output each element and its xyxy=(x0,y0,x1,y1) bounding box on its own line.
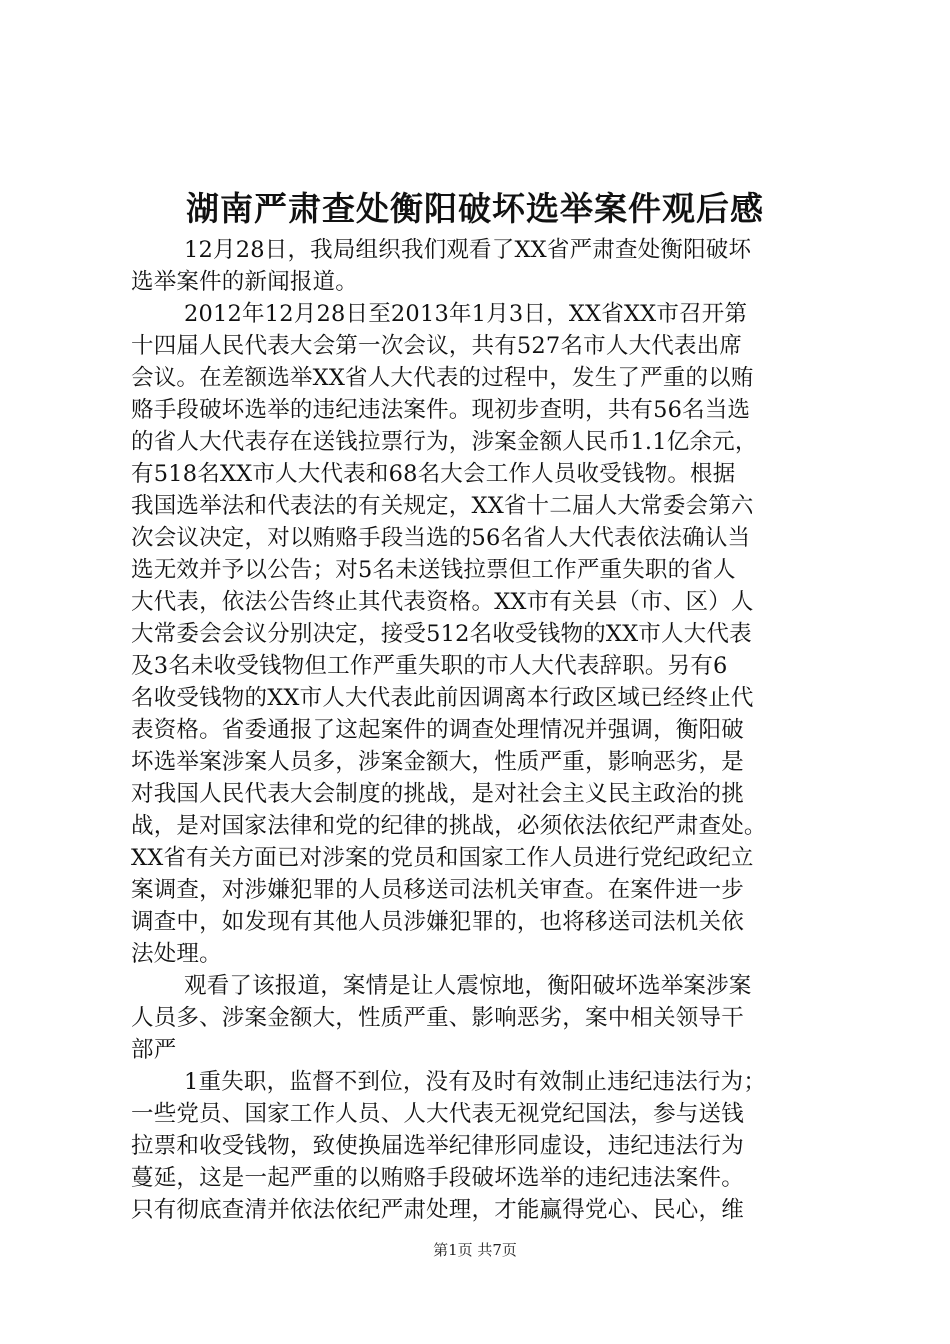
text-line: 拉票和收受钱物，致使换届选举纪律形同虚设，违纪违法行为 xyxy=(131,1133,744,1159)
text-line: 12月28日，我局组织我们观看了XX省严肃查处衡阳破坏 xyxy=(184,237,752,263)
text-line: 观看了该报道，案情是让人震惊地，衡阳破坏选举案涉案 xyxy=(184,973,752,999)
text-line: 十四届人民代表大会第一次会议，共有527名市人大代表出席 xyxy=(131,333,743,359)
text-line: 大常委会会议分别决定，接受512名收受钱物的XX市人大代表 xyxy=(131,621,752,647)
text-line: 坏选举案涉案人员多，涉案金额大，性质严重，影响恶劣，是 xyxy=(131,749,744,775)
document-body xyxy=(131,234,831,1226)
text-line: 一些党员、国家工作人员、人大代表无视党纪国法，参与送钱 xyxy=(131,1101,744,1127)
text-line: 1重失职，监督不到位，没有及时有效制止违纪违法行为； xyxy=(184,1069,767,1095)
text-line: 人员多、涉案金额大，性质严重、影响恶劣，案中相关领导干 xyxy=(131,1005,744,1031)
text-line: 法处理。 xyxy=(131,941,222,967)
text-line: 案调查，对涉嫌犯罪的人员移送司法机关审查。在案件进一步 xyxy=(131,877,744,903)
text-line: 部严 xyxy=(131,1037,177,1063)
document-title: 湖南严肃查处衡阳破坏选举案件观后感 xyxy=(186,189,764,228)
page-number-label: 第1页 共7页 xyxy=(433,1241,517,1259)
text-line: 赂手段破坏选举的违纪违法案件。现初步查明，共有56名当选 xyxy=(131,397,751,423)
text-line: 战，是对国家法律和党的纪律的挑战，必须依法依纪严肃查处。 xyxy=(131,813,767,839)
text-line: 我国选举法和代表法的有关规定，XX省十二届人大常委会第六 xyxy=(131,493,754,519)
text-line: 蔓延，这是一起严重的以贿赂手段破坏选举的违纪违法案件。 xyxy=(131,1165,744,1191)
text-line: 只有彻底查清并依法依纪严肃处理，才能赢得党心、民心，维 xyxy=(131,1197,744,1223)
text-line: XX省有关方面已对涉案的党员和国家工作人员进行党纪政纪立 xyxy=(131,845,754,871)
text-line: 有518名XX市人大代表和68名大会工作人员收受钱物。根据 xyxy=(131,461,736,487)
page-footer xyxy=(0,1238,950,1262)
text-line: 名收受钱物的XX市人大代表此前因调离本行政区域已经终止代 xyxy=(131,685,754,711)
text-line: 大代表，依法公告终止其代表资格。XX市有关县（市、区）人 xyxy=(131,589,754,615)
text-line: 选无效并予以公告；对5名未送钱拉票但工作严重失职的省人 xyxy=(131,557,736,583)
text-line: 调查中，如发现有其他人员涉嫌犯罪的，也将移送司法机关依 xyxy=(131,909,744,935)
text-line: 选举案件的新闻报道。 xyxy=(131,269,359,295)
text-line: 对我国人民代表大会制度的挑战，是对社会主义民主政治的挑 xyxy=(131,781,744,807)
text-line: 的省人大代表存在送钱拉票行为，涉案金额人民币1.1亿余元， xyxy=(131,429,758,455)
text-line: 及3名未收受钱物但工作严重失职的市人大代表辞职。另有6 xyxy=(131,653,728,679)
text-line: 次会议决定，对以贿赂手段当选的56名省人大代表依法确认当 xyxy=(131,525,751,551)
text-line: 会议。在差额选举XX省人大代表的过程中，发生了严重的以贿 xyxy=(131,365,754,391)
text-line: 表资格。省委通报了这起案件的调查处理情况并强调，衡阳破 xyxy=(131,717,744,743)
text-line: 2012年12月28日至2013年1月3日，XX省XX市召开第 xyxy=(184,301,748,327)
